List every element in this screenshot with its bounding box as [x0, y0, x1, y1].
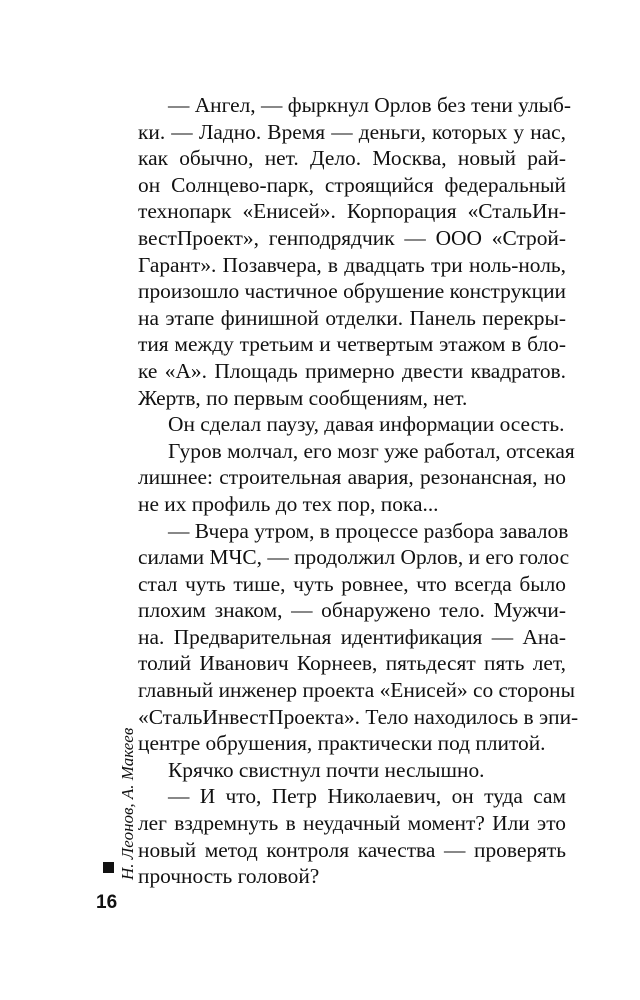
text-line: силами МЧС, — продолжил Орлов, и его голос [138, 545, 570, 570]
running-head-marker [103, 862, 114, 873]
text-line: произошло частичное обрушение конструкции [138, 279, 566, 304]
text-line: «СтальИнвестПроекта». Тело находилось в эпи- [138, 704, 579, 729]
text-line: лишнее: строительная авария, резонансная, но [138, 465, 566, 490]
text-line: как обычно, нет. Дело. Москва, новый рай- [138, 146, 566, 171]
text-line: — Вчера утром, в процессе разбора завалов [168, 518, 569, 543]
paragraph [138, 438, 575, 518]
paragraph [138, 518, 579, 757]
text-line: Крячко свистнул почти неслышно. [168, 757, 485, 782]
body-text [138, 92, 579, 890]
text-line: Он сделал паузу, давая информации осесть. [168, 412, 565, 437]
text-line: центре обрушения, практически под плитой. [138, 731, 546, 756]
text-line: вестПроект», генподрядчик — ООО «Строй- [138, 225, 566, 250]
text-line: главный инженер проекта «Енисей» со стороны [138, 678, 575, 703]
text-line: — И что, Петр Николаевич, он туда сам [168, 784, 566, 809]
text-line: он Солнцево-парк, строящийся федеральный [138, 172, 566, 197]
text-line: — Ангел, — фыркнул Орлов без тени улыб- [168, 93, 571, 117]
text-line: не их профиль до тех пор, пока... [138, 491, 439, 516]
text-line: плохим знаком, — обнаружено тело. Мужчи- [138, 598, 566, 623]
text-line: толий Иванович Корнеев, пятьдесят пять лет, [138, 651, 566, 676]
text-line: Гуров молчал, его мозг уже работал, отсекая [168, 438, 575, 463]
paragraph [138, 92, 571, 411]
page-number: 16 [96, 892, 118, 913]
text-line: прочность головой? [138, 864, 320, 889]
text-line: на. Предварительная идентификация — Ана- [138, 624, 566, 649]
text-line: Гарант». Позавчера, в двадцать три ноль-ноль, [138, 252, 566, 277]
running-head-author: Н. Леонов, А. Макеев [118, 727, 137, 880]
text-line: Жертв, по первым сообщениям, нет. [138, 385, 468, 410]
text-line: новый метод контроля качества — проверять [138, 837, 566, 862]
text-line: тия между третьим и четвертым этажом в бло- [138, 332, 566, 357]
text-line: технопарк «Енисей». Корпорация «СтальИн- [138, 199, 566, 224]
paragraph [138, 411, 566, 438]
text-line: лег вздремнуть в неудачный момент? Или это [138, 811, 566, 836]
text-line: ки. — Ладно. Время — деньги, которых у нас, [138, 119, 566, 144]
text-line: ке «А». Площадь примерно двести квадратов. [138, 358, 566, 383]
text-line: стал чуть тише, чуть ровнее, что всегда было [138, 571, 566, 596]
text-line: на этапе финишной отделки. Панель перекры- [138, 305, 566, 330]
paragraph [138, 783, 566, 889]
paragraph [138, 757, 566, 784]
